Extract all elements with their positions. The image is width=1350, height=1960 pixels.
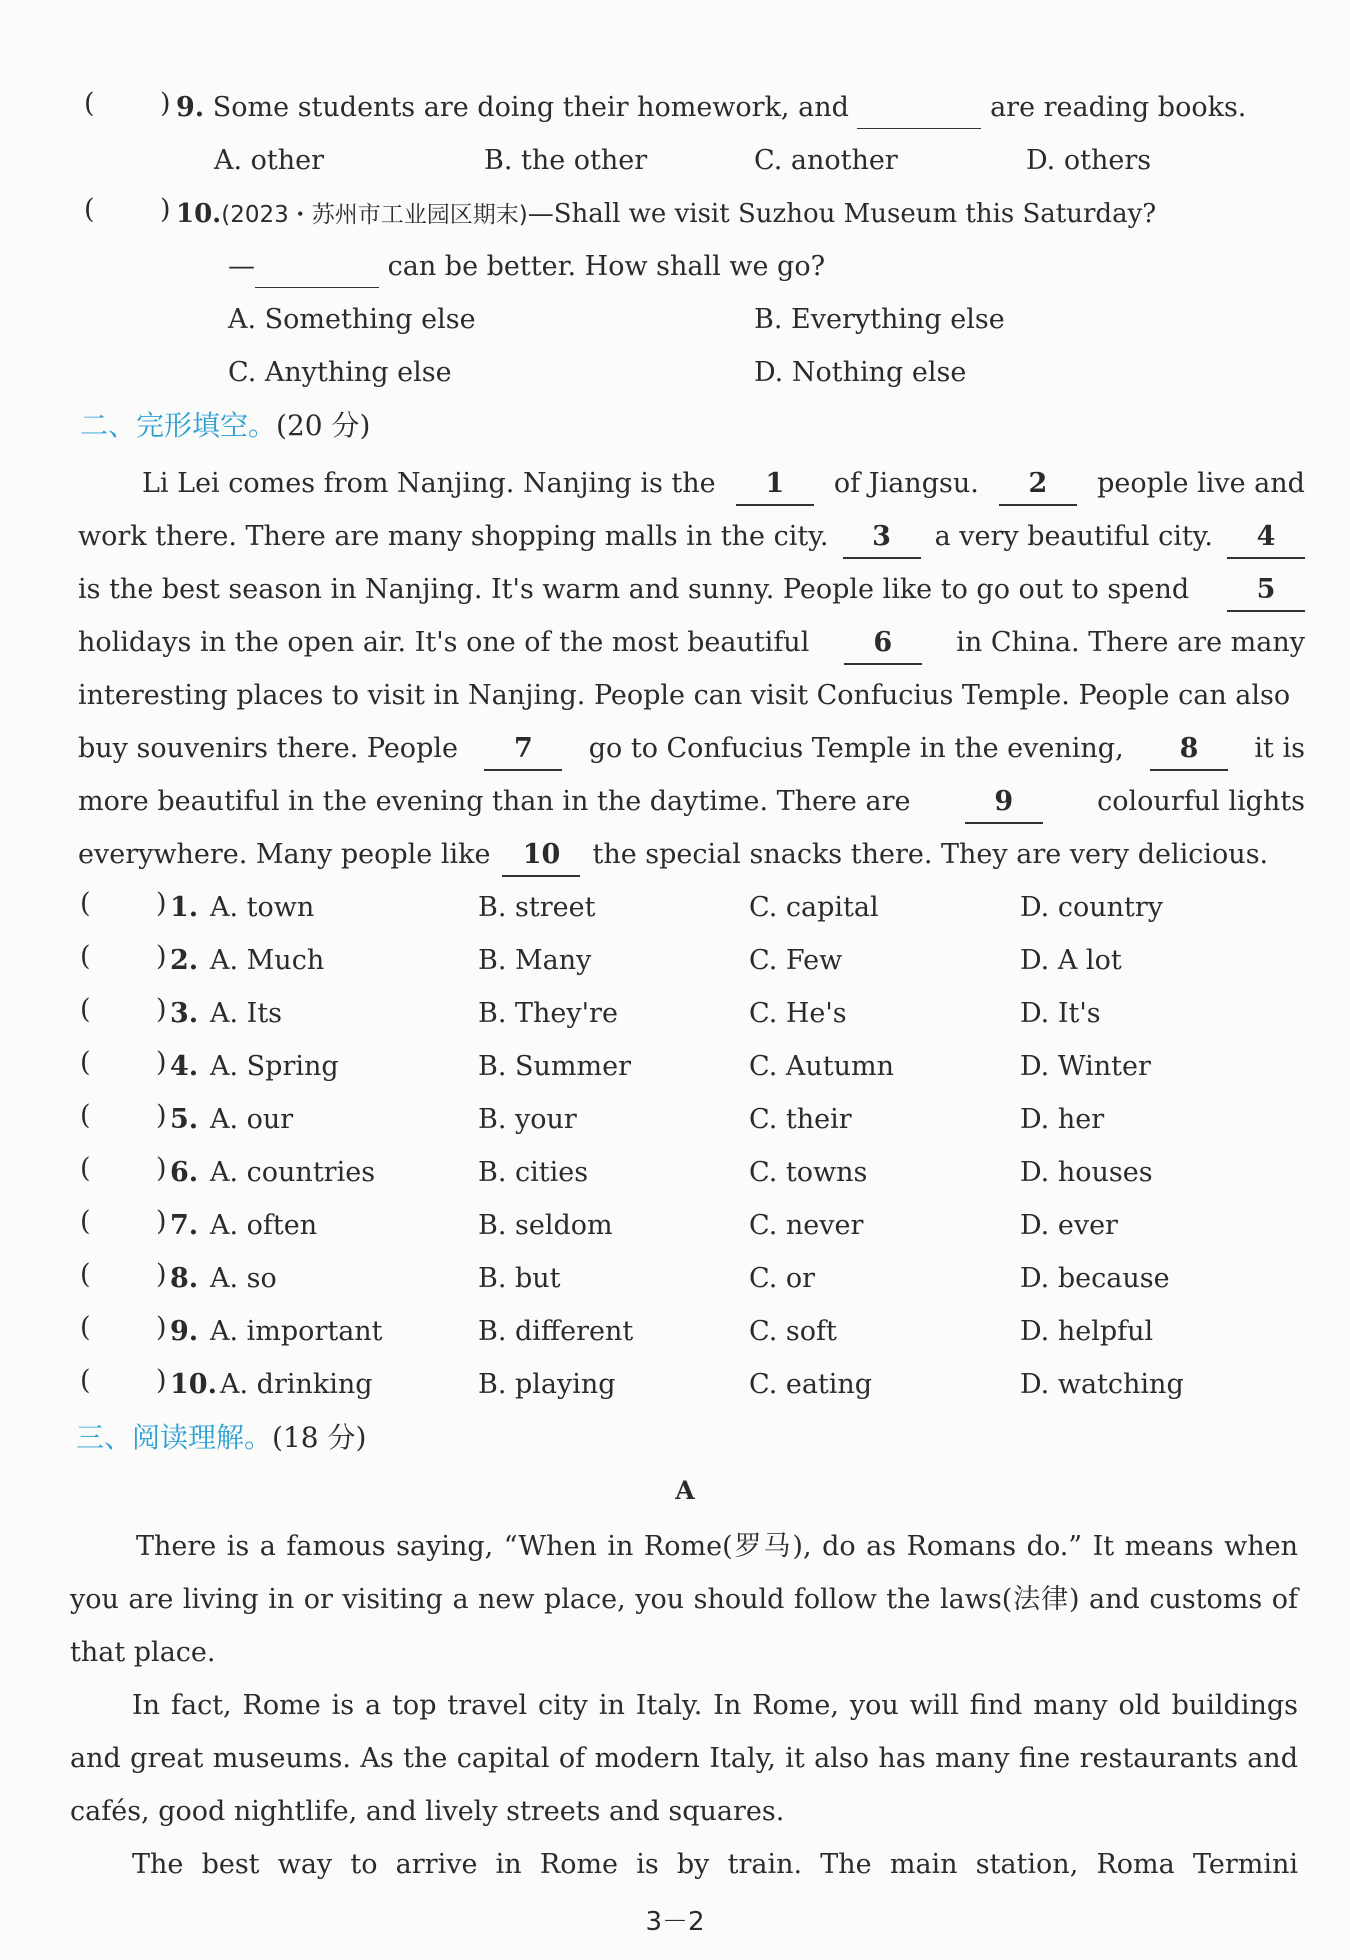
option-d[interactable]: D. helpful — [1020, 1316, 1154, 1347]
cloze-line — [78, 623, 1305, 665]
answer-paren: ( — [84, 194, 95, 225]
option-b[interactable]: B. seldom — [478, 1210, 613, 1241]
option-c[interactable]: C. Few — [749, 945, 843, 976]
option-b[interactable]: B. but — [478, 1263, 561, 1294]
question-source: (2023・苏州市工业园区期末) — [221, 202, 528, 228]
question-text-end: are reading books. — [990, 92, 1247, 123]
cloze-text: colourful lights — [1097, 786, 1305, 817]
answer-paren-close: ) — [156, 994, 167, 1025]
option-d[interactable]: D. Nothing else — [754, 357, 967, 388]
option-c[interactable]: C. Anything else — [228, 357, 452, 388]
cloze-text: work there. There are many shopping malls in the city. — [78, 521, 829, 552]
option-d[interactable]: D. Winter — [1020, 1051, 1151, 1082]
cloze-line — [78, 835, 1305, 877]
cloze-text: in China. There are many — [956, 627, 1305, 658]
option-d[interactable]: D. It's — [1020, 998, 1101, 1029]
option-b[interactable]: B. Many — [478, 945, 592, 976]
answer-paren-close: ) — [156, 1312, 167, 1343]
cloze-blank[interactable]: 4 — [1227, 517, 1305, 559]
option-a[interactable]: A. our — [210, 1104, 294, 1135]
option-c[interactable]: C. or — [749, 1263, 816, 1294]
option-a[interactable]: A. so — [210, 1263, 277, 1294]
cloze-line — [142, 464, 1305, 506]
option-a[interactable]: A. Much — [210, 945, 325, 976]
cloze-line — [78, 676, 1305, 716]
option-a[interactable]: A. countries — [210, 1157, 376, 1188]
passage-label: A — [675, 1476, 695, 1505]
option-a[interactable]: A. Something else — [228, 304, 476, 335]
option-d[interactable]: D. her — [1020, 1104, 1105, 1135]
question-number: 6. — [170, 1157, 199, 1188]
page-number: 3－2 — [645, 1907, 705, 1937]
passage-line: In fact, Rome is a top travel city in Italy. In Rome, you will find many old buildings — [132, 1690, 1298, 1721]
option-b[interactable]: B. They're — [478, 998, 618, 1029]
option-b[interactable]: B. different — [478, 1316, 634, 1347]
passage-line: that place. — [70, 1637, 216, 1668]
question-number: 10. — [170, 1369, 217, 1400]
question-number: 4. — [170, 1051, 199, 1082]
option-d[interactable]: D. houses — [1020, 1157, 1153, 1188]
option-c[interactable]: C. never — [749, 1210, 864, 1241]
section-title-text: 三、阅读理解。 — [76, 1421, 273, 1454]
question-number: 7. — [170, 1210, 199, 1241]
answer-paren: ( — [84, 88, 95, 119]
option-b[interactable]: B. your — [478, 1104, 577, 1135]
answer-paren-close: ) — [160, 194, 171, 225]
question-number: 2. — [170, 945, 199, 976]
question-10-reply: — can be better. How shall we go? — [228, 247, 825, 288]
cloze-text: it is — [1254, 733, 1305, 764]
question-number: 9. — [170, 1316, 199, 1347]
cloze-blank[interactable]: 6 — [844, 623, 922, 665]
section-2-title — [80, 406, 370, 446]
answer-paren-close: ) — [156, 1100, 167, 1131]
cloze-blank[interactable]: 9 — [965, 782, 1043, 824]
section-score: (20 分) — [276, 409, 371, 442]
answer-paren-close: ) — [156, 1153, 167, 1184]
answer-paren-close: ) — [156, 1365, 167, 1396]
passage-line: The best way to arrive in Rome is by train. The main station, Roma Termini — [132, 1849, 1298, 1880]
answer-paren: ( — [80, 1312, 91, 1343]
cloze-text: holidays in the open air. It's one of the most beautiful — [78, 627, 810, 658]
cloze-text: a very beautiful city. — [934, 521, 1213, 552]
cloze-blank[interactable]: 10 — [502, 835, 580, 877]
option-b[interactable]: B. Summer — [478, 1051, 631, 1082]
answer-paren: ( — [80, 994, 91, 1025]
cloze-blank[interactable]: 2 — [999, 464, 1077, 506]
section-title-text: 二、完形填空。 — [80, 409, 277, 442]
answer-paren: ( — [80, 1206, 91, 1237]
option-b[interactable]: B. cities — [478, 1157, 589, 1188]
cloze-text: buy souvenirs there. People — [78, 733, 458, 764]
cloze-text: is the best season in Nanjing. It's warm and sunny. People like to go out to spend — [78, 574, 1190, 605]
option-c[interactable]: C. another — [754, 145, 898, 176]
answer-paren: ( — [80, 941, 91, 972]
question-number: 5. — [170, 1104, 199, 1135]
answer-paren-close: ) — [156, 941, 167, 972]
option-c[interactable]: C. soft — [749, 1316, 837, 1347]
cloze-text: the special snacks there. They are very delicious. — [592, 839, 1269, 870]
cloze-line — [78, 570, 1305, 612]
option-d[interactable]: D. country — [1020, 892, 1164, 923]
question-9 — [176, 88, 1246, 129]
answer-paren-close: ) — [160, 88, 171, 119]
question-10 — [176, 194, 1156, 235]
cloze-blank[interactable]: 8 — [1150, 729, 1228, 771]
cloze-text: of Jiangsu. — [833, 468, 979, 499]
passage-line: cafés, good nightlife, and lively streets and squares. — [70, 1796, 785, 1827]
cloze-blank[interactable]: 5 — [1227, 570, 1305, 612]
cloze-text: more beautiful in the evening than in the daytime. There are — [78, 786, 911, 817]
option-c[interactable]: C. He's — [749, 998, 847, 1029]
cloze-text: everywhere. Many people like — [78, 839, 491, 870]
option-a[interactable]: A. often — [210, 1210, 318, 1241]
option-c[interactable]: C. capital — [749, 892, 879, 923]
option-d[interactable]: D. others — [1026, 145, 1152, 176]
option-a[interactable]: A. Its — [210, 998, 283, 1029]
option-b[interactable]: B. the other — [484, 145, 648, 176]
question-number: 1. — [170, 892, 199, 923]
section-3-title — [76, 1418, 366, 1458]
question-text: Some students are doing their homework, and — [212, 92, 849, 123]
answer-paren: ( — [80, 1365, 91, 1396]
option-c[interactable]: C. towns — [749, 1157, 868, 1188]
answer-paren: ( — [80, 888, 91, 919]
option-d[interactable]: D. because — [1020, 1263, 1170, 1294]
cloze-text: go to Confucius Temple in the evening, — [588, 733, 1124, 764]
cloze-line — [78, 517, 1305, 559]
cloze-blank[interactable]: 1 — [736, 464, 814, 506]
answer-paren-close: ) — [156, 1259, 167, 1290]
option-d[interactable]: D. watching — [1020, 1369, 1184, 1400]
option-a[interactable]: A. town — [210, 892, 315, 923]
cloze-text: interesting places to visit in Nanjing. People can visit Confucius Temple. People can also — [78, 680, 1291, 711]
option-c[interactable]: C. Autumn — [749, 1051, 894, 1082]
answer-paren: ( — [80, 1100, 91, 1131]
answer-paren-close: ) — [156, 1206, 167, 1237]
question-number: 10. — [176, 199, 222, 229]
question-number: 8. — [170, 1263, 199, 1294]
option-d[interactable]: D. ever — [1020, 1210, 1118, 1241]
cloze-line — [78, 782, 1305, 824]
option-b[interactable]: B. Everything else — [754, 304, 1005, 335]
cloze-text: Li Lei comes from Nanjing. Nanjing is the — [142, 468, 716, 499]
passage-line: and great museums. As the capital of modern Italy, it also has many fine restaurants and — [70, 1743, 1298, 1774]
question-number: 3. — [170, 998, 199, 1029]
question-number: 9. — [176, 92, 205, 123]
passage-line: There is a famous saying, “When in Rome(罗马), do as Romans do.” It means when — [136, 1531, 1298, 1562]
option-b[interactable]: B. playing — [478, 1369, 616, 1400]
fill-blank[interactable] — [255, 247, 379, 288]
option-c[interactable]: C. eating — [749, 1369, 873, 1400]
cloze-blank[interactable]: 3 — [843, 517, 921, 559]
section-score: (18 分) — [272, 1421, 367, 1454]
option-d[interactable]: D. A lot — [1020, 945, 1122, 976]
cloze-line — [78, 729, 1305, 771]
option-c[interactable]: C. their — [749, 1104, 852, 1135]
answer-paren-close: ) — [156, 888, 167, 919]
option-a[interactable]: A. other — [214, 145, 325, 176]
option-a[interactable]: A. important — [210, 1316, 383, 1347]
passage-line: you are living in or visiting a new place, you should follow the laws(法律) and customs of — [70, 1584, 1298, 1615]
answer-paren: ( — [80, 1153, 91, 1184]
answer-paren: ( — [80, 1259, 91, 1290]
option-a[interactable]: A. drinking — [220, 1369, 373, 1400]
fill-blank[interactable] — [857, 88, 981, 129]
option-a[interactable]: A. Spring — [210, 1051, 339, 1082]
answer-paren-close: ) — [156, 1047, 167, 1078]
cloze-blank[interactable]: 7 — [484, 729, 562, 771]
cloze-text: people live and — [1097, 468, 1305, 499]
answer-paren: ( — [80, 1047, 91, 1078]
reply-text: can be better. How shall we go? — [387, 251, 826, 282]
option-b[interactable]: B. street — [478, 892, 596, 923]
question-text: —Shall we visit Suzhou Museum this Saturday? — [527, 199, 1157, 229]
